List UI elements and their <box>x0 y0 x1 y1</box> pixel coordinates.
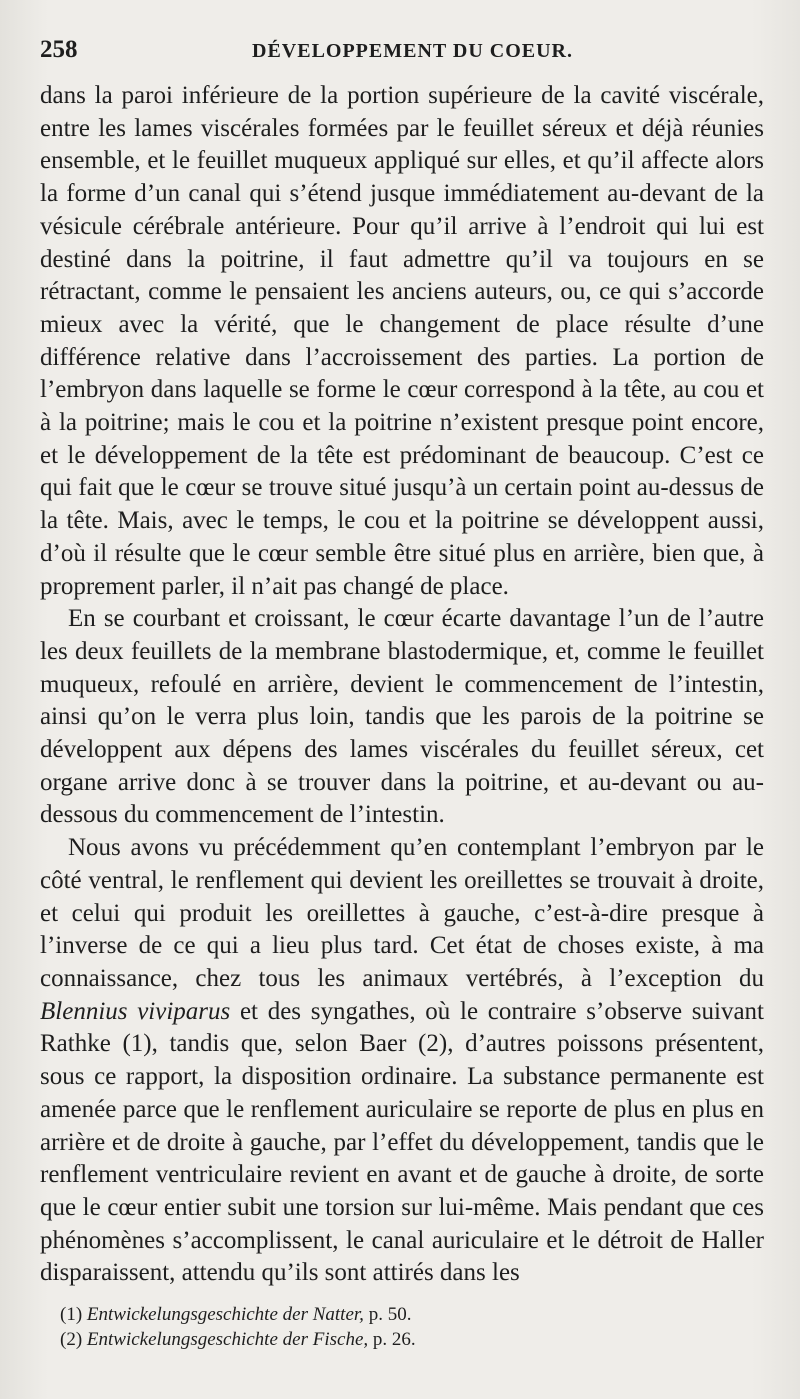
paragraph-2: En se courbant et croissant, le cœur écarte davantage l’un de l’autre les deux feuillets de la membrane blastodermique, et, comme le feuillet muqueux, refoulé en arrière, devient le commencement de l’intestin, ainsi qu’on le verra plus loin, tandis que les parois de la poitrine se développent aux dépens des lames viscérales du feuillet séreux, cet organe arrive donc à se trouver dans la poitrine, et au-devant ou au-dessous du commencement de l’intestin. <box>40 605 764 829</box>
footnote-1 <box>60 1302 764 1327</box>
paragraph-3-part-1: Nous avons vu précédemment qu’en contemplant l’embryon par le côté ventral, le renflement qui devient les oreillettes se trouvait à droite, et celui qui produit les oreillettes à gauche, c’est-à-dire presque à l’inverse de ce qui a lieu plus tard. Cet état de choses existe, à ma connaissance, chez tous les animaux vertébrés, à l’exception du <box>40 834 764 992</box>
paragraph-1: dans la paroi inférieure de la portion supérieure de la cavité viscérale, entre les lames viscérales formées par le feuillet séreux et déjà réunies ensemble, et le feuillet muqueux appliqué sur elles, et qu’il affecte alors la forme d’un canal qui s’étend jusque immédiatement au-devant de la vésicule cérébrale antérieure. Pour qu’il arrive à l’endroit qui lui est destiné dans la poitrine, il faut admettre qu’il va toujours en se rétractant, comme le pensaient les anciens auteurs, ou, ce qui s’accorde mieux avec la vérité, que le changement de place résulte d’une différence relative dans l’accroissement des parties. La portion de l’embryon dans laquelle se forme le cœur correspond à la tête, au cou et à la poitrine; mais le cou et la poitrine n’existent presque point encore, et le développement de la tête est prédominant de beaucoup. C’est ce qui fait que le cœur se trouve situé jusqu’à un certain point au-dessus de la tête. Mais, avec le temps, le cou et la poitrine se développent aussi, d’où il résulte que le cœur semble être situé plus en arrière, bien que, à proprement parler, il n’ait pas changé de place. <box>40 82 764 600</box>
footnote-ref: p. 50. <box>363 1304 412 1325</box>
footnote-title: Entwickelungsgeschichte der Fische, <box>86 1329 369 1350</box>
species-name: Blennius viviparus <box>40 997 231 1025</box>
body-text <box>40 80 764 1290</box>
page-number: 258 <box>40 36 78 63</box>
running-title: DÉVELOPPEMENT DU COEUR. <box>252 40 573 62</box>
paragraph-3-part-2: et des syngathes, où le contraire s’observe suivant Rathke (1), tandis que, selon Baer (2), d’autres poissons présentent, sous ce rapport, la disposition ordinaire. La substance permanente est amenée parce que le renflement auriculaire se reporte de plus en plus en arrière et de droite à gauche, par l’effet du développement, tandis que le renflement ventriculaire revient en avant et de gauche à droite, de sorte que le cœur entier subit une torsion sur lui-même. Mais pendant que ces phénomènes s’accomplissent, le canal auriculaire et le détroit de Haller disparaissent, attendu qu’ils sont attirés dans les <box>40 997 765 1287</box>
footnote-mark: (1) <box>60 1304 83 1325</box>
footnote-title: Entwickelungsgeschichte der Natter, <box>86 1304 364 1325</box>
paragraph-3 <box>40 832 764 1290</box>
footnote-ref: p. 26. <box>368 1329 416 1350</box>
footnote-mark: (2) <box>60 1329 83 1350</box>
footnote-2 <box>60 1327 764 1352</box>
footnotes <box>60 1302 764 1352</box>
page-header <box>40 36 764 76</box>
